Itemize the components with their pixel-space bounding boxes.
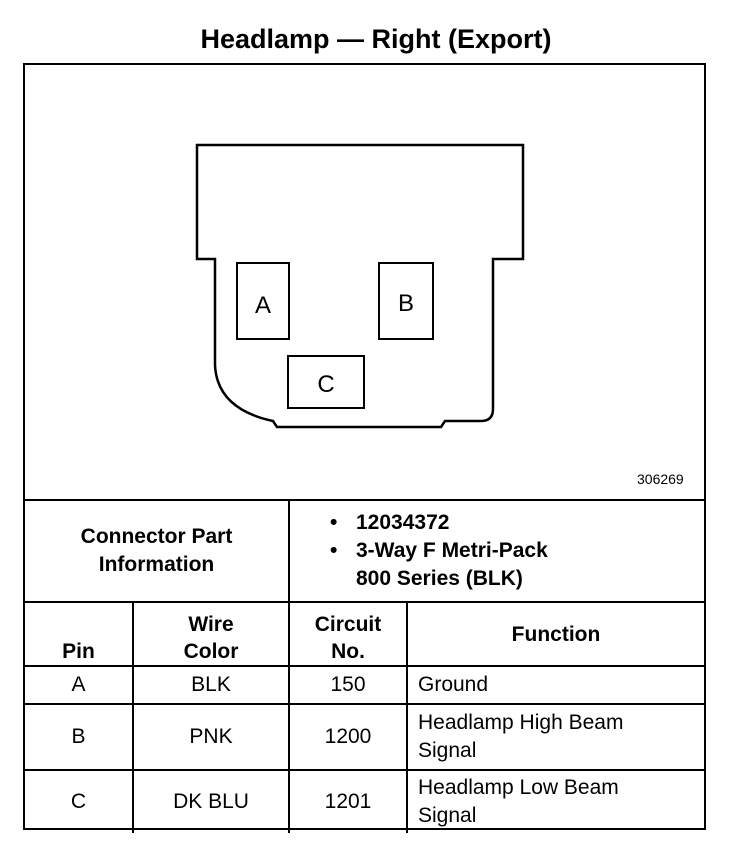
connector-diagram <box>25 65 704 499</box>
connector-info-row <box>25 500 704 602</box>
circuit-header: Circuit No. <box>289 602 407 666</box>
connector-info-label-line1: Connector Part <box>80 525 233 548</box>
function-cell: Headlamp High Beam Signal <box>407 704 704 770</box>
function-cell: Headlamp Low Beam Signal <box>407 770 704 833</box>
connector-description-line2: 800 Series (BLK) <box>356 567 523 590</box>
connector-info-label-line2: Information <box>98 553 215 576</box>
connector-description <box>330 537 704 593</box>
connector-info-values <box>289 500 704 602</box>
connector-outline <box>197 145 523 427</box>
header-row <box>25 602 704 666</box>
pin-cell: C <box>25 770 133 833</box>
connector-info-label <box>25 500 289 602</box>
wire-color-cell: PNK <box>133 704 289 770</box>
wire-color-cell: DK BLU <box>133 770 289 833</box>
connector-table <box>25 499 704 833</box>
page-title: Headlamp — Right (Export) <box>200 24 552 54</box>
cavity-c-label: C <box>317 371 335 398</box>
pin-header: Pin <box>25 602 133 666</box>
figure-reference-number: 306269 <box>637 471 684 487</box>
diagram-frame <box>23 63 706 830</box>
wire-color-header: Wire Color <box>133 602 289 666</box>
table-row <box>25 666 704 704</box>
pin-cell: B <box>25 704 133 770</box>
function-cell: Ground <box>407 666 704 704</box>
cavity-b-label: B <box>397 290 415 317</box>
function-header: Function <box>407 602 704 666</box>
table-row <box>25 770 704 833</box>
circuit-cell: 150 <box>289 666 407 704</box>
wire-color-cell: BLK <box>133 666 289 704</box>
pin-cell: A <box>25 666 133 704</box>
table-row <box>25 704 704 770</box>
circuit-cell: 1201 <box>289 770 407 833</box>
connector-description-line1: 3-Way F Metri-Pack <box>356 539 548 562</box>
circuit-cell: 1200 <box>289 704 407 770</box>
part-number: • 12034372 <box>330 509 704 537</box>
cavity-a-label: A <box>254 292 272 319</box>
